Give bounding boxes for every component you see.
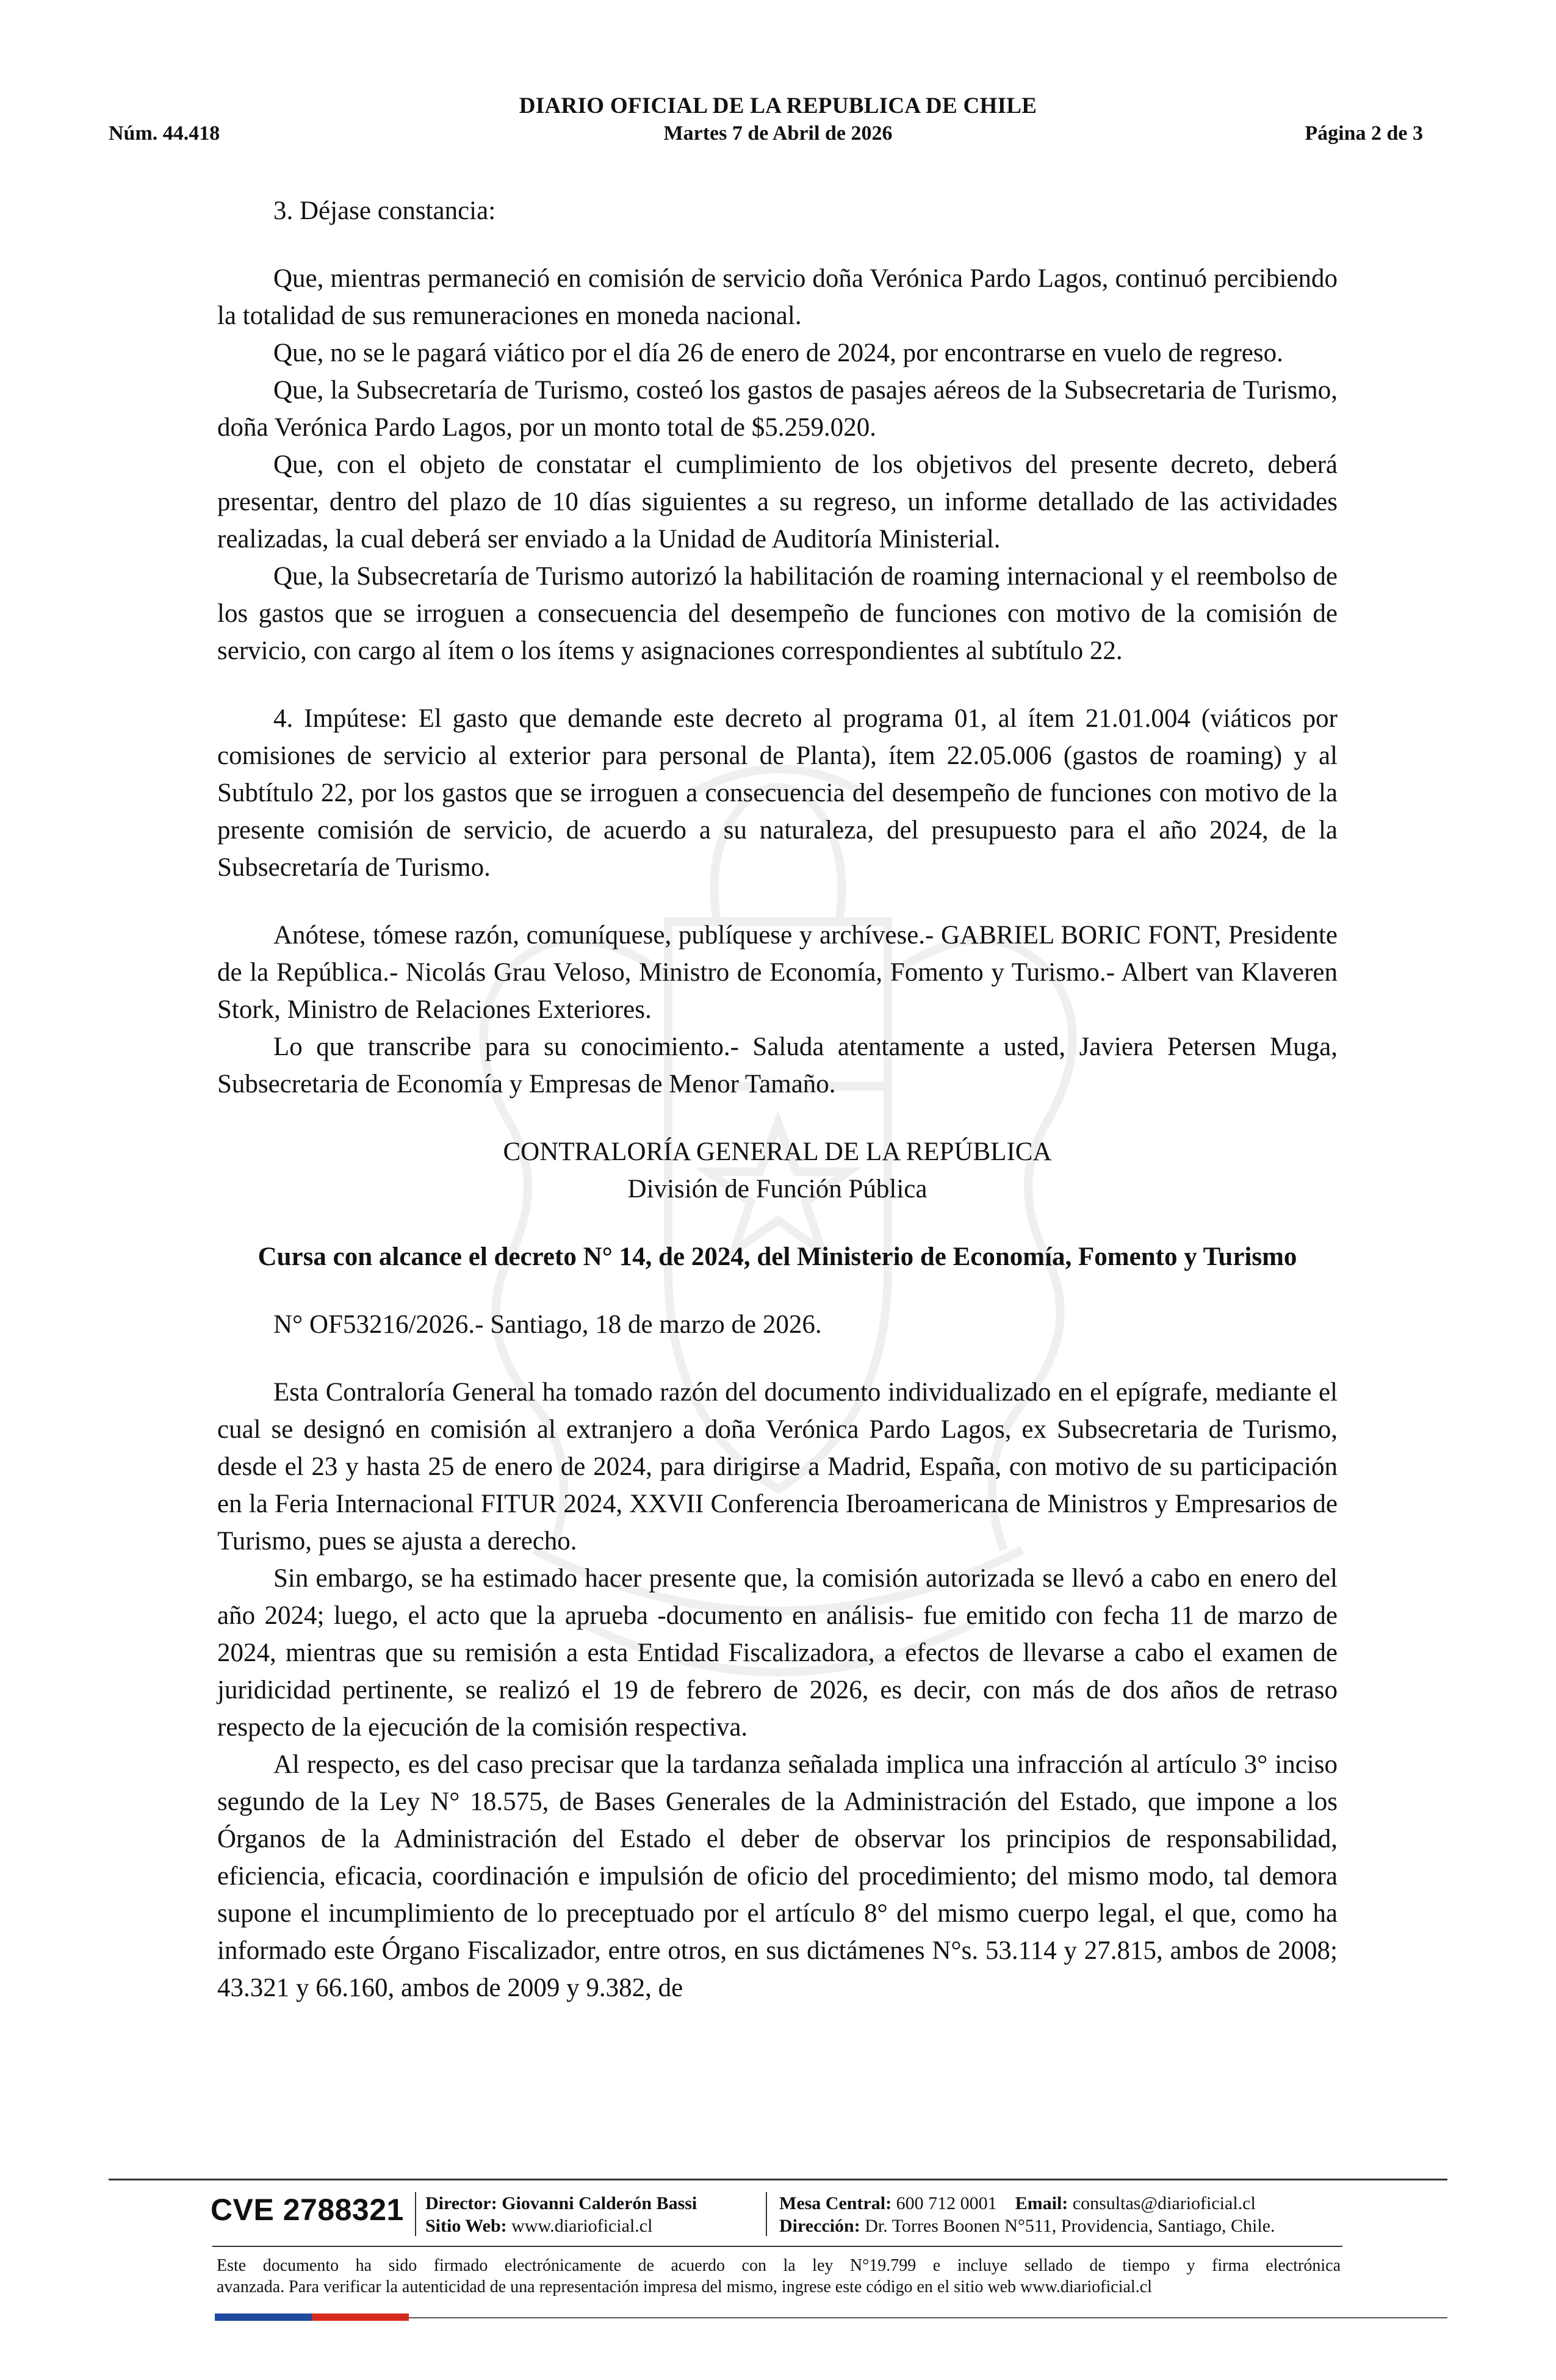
reference-line: N° OF53216/2026.- Santiago, 18 de marzo de 2026. — [273, 1310, 822, 1339]
footer-contact-block — [779, 2192, 1275, 2237]
contraloria-heading: CONTRALORÍA GENERAL DE LA REPÚBLICA — [503, 1138, 1052, 1166]
footer-separator — [415, 2192, 416, 2236]
footer-bottom-line — [409, 2317, 1447, 2318]
issue-date: Martes 7 de Abril de 2026 — [663, 122, 893, 145]
flag-blue-segment — [215, 2313, 312, 2321]
gazette-title: DIARIO OFICIAL DE LA REPUBLICA DE CHILE — [519, 93, 1037, 118]
paragraph: Que, no se le pagará viático por el día 26 de enero de 2024, por encontrarse en vuelo de regreso. — [273, 339, 1283, 367]
document-body — [217, 192, 1338, 2007]
director-label: Director: — [425, 2193, 497, 2213]
director-name: Giovanni Calderón Bassi — [502, 2193, 697, 2213]
footer-divider — [212, 2246, 1342, 2247]
address-value: Dr. Torres Boonen N°511, Providencia, Santiago, Chile. — [865, 2216, 1275, 2236]
phone-label: Mesa Central: — [779, 2193, 892, 2213]
note-line: avanzada. Para verificar la autenticidad de una representación impresa del mismo, ingrese este código en el sitio web www.diarioficial.cl — [217, 2277, 1152, 2296]
issue-number: Núm. 44.418 — [109, 122, 220, 145]
paragraph: Que, la Subsecretaría de Turismo, costeó los gastos de pasajes aéreos de la Subsecretaria de Turismo, doña Verónica Pardo Lagos, por un monto total de $5.259.020. — [217, 376, 1338, 442]
page-indicator: Página 2 de 3 — [1305, 122, 1423, 145]
decree-title: Cursa con alcance el decreto N° 14, de 2024, del Ministerio de Economía, Fomento y Turismo — [258, 1242, 1297, 1271]
footer-separator — [766, 2192, 767, 2236]
cve-code: CVE 2788321 — [211, 2193, 404, 2227]
footer-director-block — [425, 2192, 697, 2237]
paragraph: Que, la Subsecretaría de Turismo autorizó la habilitación de roaming internacional y el reembolso de los gastos que se irroguen a consecuencia del desempeño de funciones con motivo de la comisión de servicio, con cargo al ítem o los ítems y asignaciones correspondientes al subtítulo 22. — [217, 562, 1338, 665]
electronic-signature-note — [217, 2255, 1341, 2298]
paragraph-imputese: 4. Impútese: El gasto que demande este decreto al programa 01, al ítem 21.01.004 (viáticos por comisiones de servicio al exterior para personal de Planta), ítem 22.05.006 (gastos de roaming) y al Subtítulo 22, por los gastos que se irroguen a consecuencia del desempeño de funciones con motivo de la presente comisión de servicio, de acuerdo a su naturaleza, del presupuesto para el año 2024, de la Subsecretaría de Turismo. — [217, 704, 1338, 882]
paragraph: Que, mientras permaneció en comisión de servicio doña Verónica Pardo Lagos, continuó percibiendo la totalidad de sus remuneraciones en moneda nacional. — [217, 264, 1338, 330]
website-link[interactable]: www.diarioficial.cl — [511, 2216, 653, 2236]
division-heading: División de Función Pública — [627, 1175, 927, 1203]
footer-divider — [109, 2179, 1447, 2180]
paragraph-constancia: 3. Déjase constancia: — [273, 197, 496, 225]
paragraph: Que, con el objeto de constatar el cumplimiento de los objetivos del presente decreto, deberá presentar, dentro del plazo de 10 días siguientes a su regreso, un informe detallado de las actividades realizadas, la cual deberá ser enviado a la Unidad de Auditoría Ministerial. — [217, 450, 1338, 554]
email-label: Email: — [1015, 2193, 1068, 2213]
flag-red-segment — [312, 2313, 409, 2321]
website-label: Sitio Web: — [425, 2216, 507, 2236]
paragraph: Al respecto, es del caso precisar que la tardanza señalada implica una infracción al artículo 3° inciso segundo de la Ley N° 18.575, de Bases Generales de la Administración del Estado, que impone a los Órganos de la Administración del Estado el deber de observar los principios de responsabilidad, eficiencia, eficacia, coordinación e impulsión de oficio del procedimiento; del mismo modo, tal demora supone el incumplimiento de lo preceptuado por el artículo 8° del mismo cuerpo legal, el que, como ha informado este Órgano Fiscalizador, entre otros, en sus dictámenes N°s. 53.114 y 27.815, ambos de 2008; 43.321 y 66.160, ambos de 2009 y 9.382, de — [217, 1750, 1338, 2002]
paragraph-signatures: Anótese, tómese razón, comuníquese, publíquese y archívese.- GABRIEL BORIC FONT, Presidente de la República.- Nicolás Grau Veloso, Ministro de Economía, Fomento y Turismo.- Albert van Klaveren Stork, Ministro de Relaciones Exteriores. — [217, 921, 1338, 1024]
note-line: Este documento ha sido firmado electrónicamente de acuerdo con la ley N°19.799 e incluye sellado de tiempo y firma electrónica — [217, 2256, 1341, 2275]
paragraph: Sin embargo, se ha estimado hacer presente que, la comisión autorizada se llevó a cabo en enero del año 2024; luego, el acto que la aprueba -documento en análisis- fue emitido con fecha 11 de marzo de 2024, mientras que su remisión a esta Entidad Fiscalizadora, a efectos de llevarse a cabo el examen de juridicidad pertinente, se realizó el 19 de febrero de 2026, es decir, con más de dos años de retraso respecto de la ejecución de la comisión respectiva. — [217, 1564, 1338, 1742]
paragraph-transcribe: Lo que transcribe para su conocimiento.- Saluda atentamente a usted, Javiera Petersen Muga, Subsecretaria de Economía y Empresas de Menor Tamaño. — [217, 1033, 1338, 1098]
email-link[interactable]: consultas@diarioficial.cl — [1072, 2193, 1256, 2213]
chile-flag-bar — [215, 2313, 409, 2321]
paragraph: Esta Contraloría General ha tomado razón del documento individualizado en el epígrafe, mediante el cual se designó en comisión al extranjero a doña Verónica Pardo Lagos, ex Subsecretaria de Turismo, desde el 23 y hasta 25 de enero de 2024, para dirigirse a Madrid, España, con motivo de su participación en la Feria Internacional FITUR 2024, XXVII Conferencia Iberoamericana de Ministros y Empresarios de Turismo, pues se ajusta a derecho. — [217, 1378, 1338, 1556]
address-label: Dirección: — [779, 2216, 860, 2236]
phone-number: 600 712 0001 — [896, 2193, 997, 2213]
